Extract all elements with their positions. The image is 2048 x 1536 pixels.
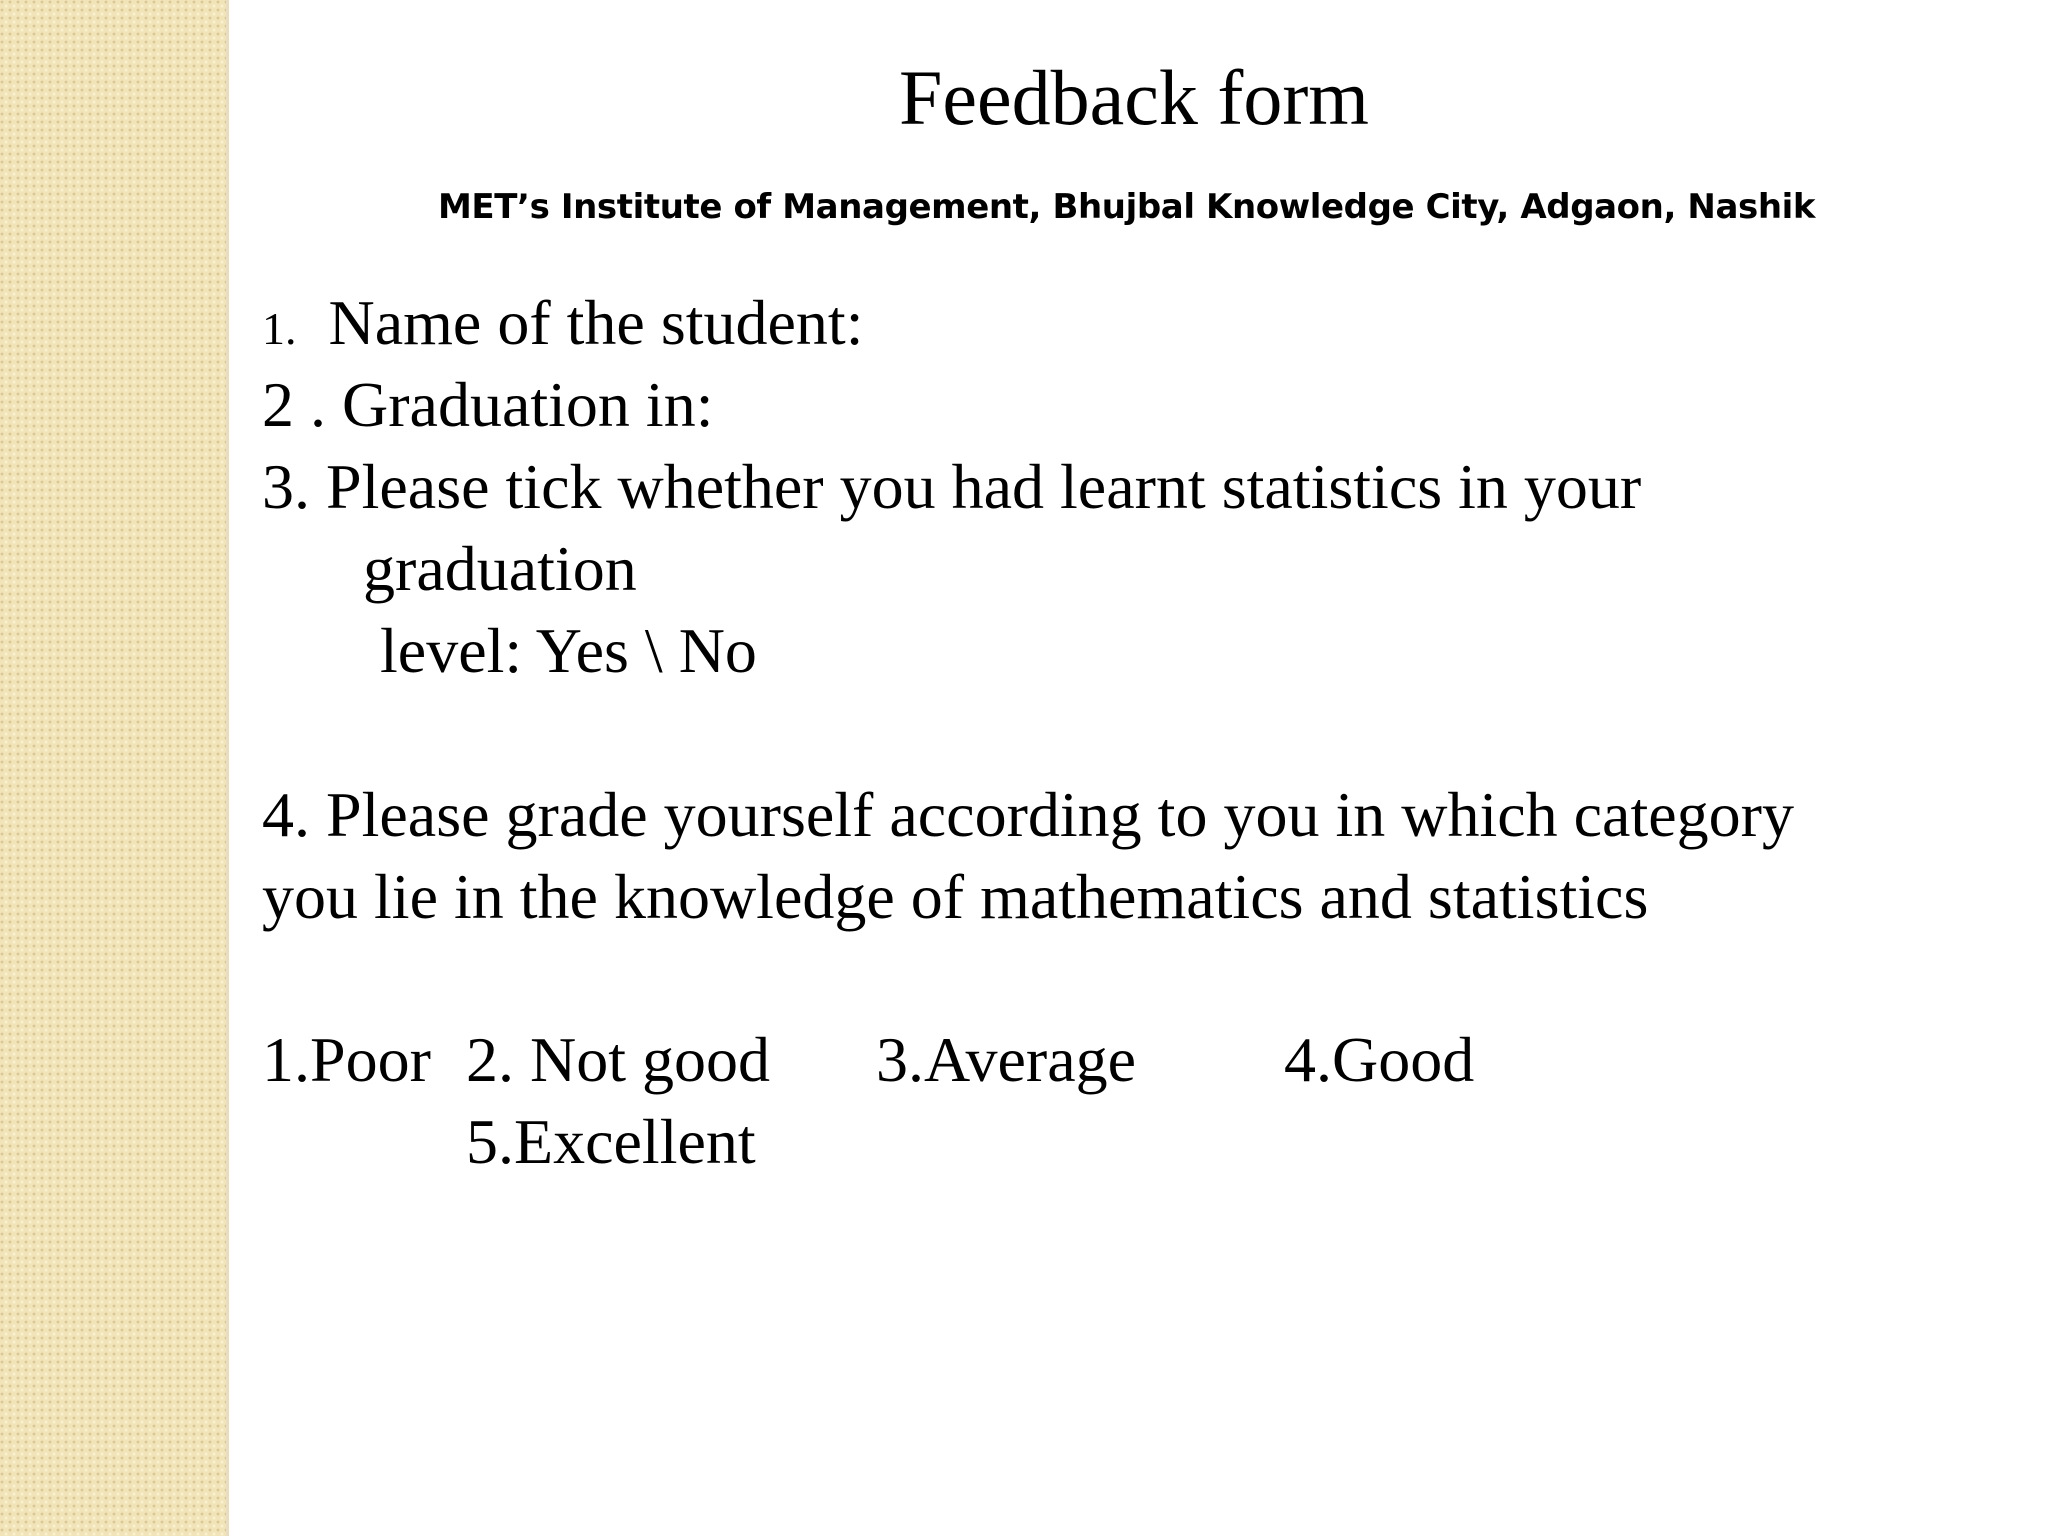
institute-name: MET’s Institute of Management, Bhujbal Knowledge City, Adgaon, Nashik [438,187,1816,227]
question-1-text: Name of the student: [328,287,864,358]
grade-option-poor: 1.Poor [262,1024,431,1095]
side-strip-edge [226,0,229,1536]
question-3-line-1: 3. Please tick whether you had learnt statistics in your [262,451,1642,522]
question-3-line-2: graduation [363,533,637,604]
question-3-line-3: level: Yes \ No [380,615,757,686]
question-1 [262,283,863,369]
question-4-line-2: you lie in the knowledge of mathematics and statistics [262,861,1649,932]
grade-option-excellent: 5.Excellent [466,1106,756,1177]
decorative-side-strip [0,0,226,1536]
question-4-line-1: 4. Please grade yourself according to you in which category [262,779,1794,850]
grade-option-average: 3.Average [876,1024,1136,1095]
question-2: 2 . Graduation in: [262,369,714,440]
page-title [0,52,2048,144]
grade-option-good: 4.Good [1284,1024,1475,1095]
page-title-text: Feedback form [899,54,1369,141]
grade-option-not-good: 2. Not good [466,1024,770,1095]
question-1-number: 1. [262,303,297,354]
